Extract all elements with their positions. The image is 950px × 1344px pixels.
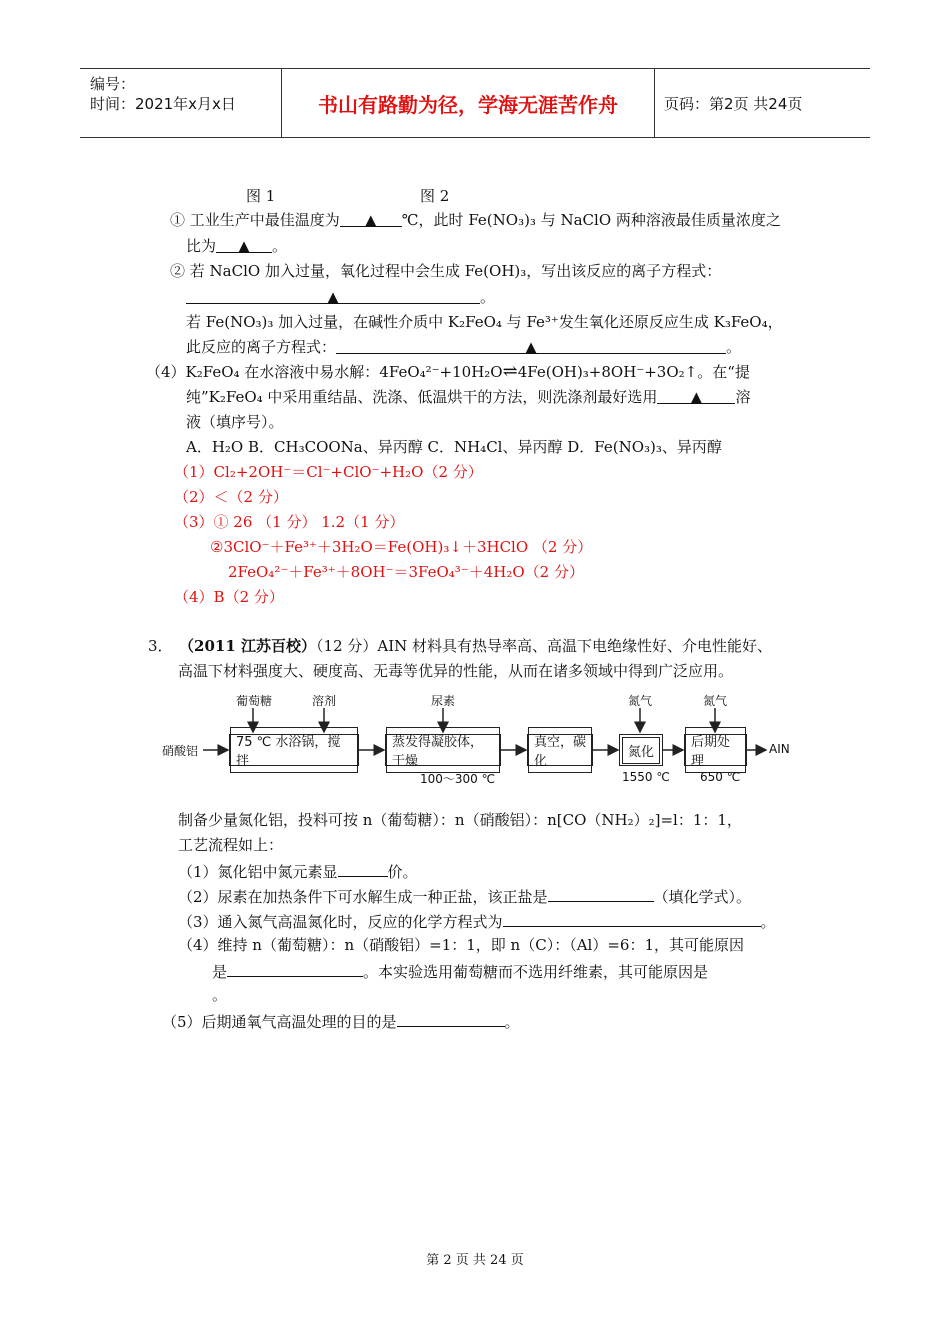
flow-step-5 [684, 734, 747, 769]
p3b-q4-line-1: （4）维持 n（葡萄糖）：n（硝酸铝）=1：1，即 n（C）：（Al）=6：1，其可能原因 [178, 936, 744, 954]
flow-step-4 [619, 734, 663, 766]
text: 此反应的离子方程式： [186, 338, 337, 356]
text: 比为 [186, 237, 217, 255]
flow-temp-4: 1550 ℃ [622, 770, 670, 784]
flow-input-glucose: 葡萄糖 [236, 694, 273, 708]
motto: 书山有路勤为径，学海无涯苦作舟 [282, 69, 655, 137]
text: （12 分）AIN 材料具有热导率高、高温下电绝缘性好、介电性能好、 [316, 637, 773, 655]
text: 溶 [735, 388, 751, 406]
step-label: 氮化 [622, 737, 660, 764]
q4-options: A．H₂O B．CH₃COONa、异丙醇 C．NH₄Cl、异丙醇 D．Fe(NO₃)₃、异丙醇 [186, 438, 722, 456]
p3b-q4-line-2 [212, 960, 708, 982]
answer-blank[interactable] [548, 885, 654, 902]
answer-3b: ②3ClO⁻＋Fe³⁺＋3H₂O＝Fe(OH)₃↓＋3HClO （2 分） [210, 538, 593, 556]
answer-3c: 2FeO₄²⁻＋Fe³⁺＋8OH⁻＝3FeO₄³⁻＋4H₂O（2 分） [228, 563, 584, 581]
blank-mark: ▲ [690, 388, 703, 406]
number-label: 编号： [90, 75, 136, 93]
page-info: 页码：第2页 共24页 [664, 95, 803, 113]
problem-source: （2011 江苏百校） [186, 637, 317, 655]
answer-blank[interactable] [397, 1010, 505, 1027]
flow-input-gas: 氮气 [703, 694, 728, 708]
flow-input-nitrogen: 氮气 [628, 694, 653, 708]
text: （4）K₂FeO₄ 在水溶液中易水解：4FeO₄²⁻+10H₂O [146, 363, 503, 381]
q4-line-3: 液（填序号）。 [186, 413, 284, 431]
problem-3-line-2: 高温下材料强度大、硬度高、无毒等优异的性能，从而在诸多领域中得到广泛应用。 [178, 662, 734, 680]
text: 价。 [387, 863, 418, 881]
flow-step-2 [385, 734, 501, 769]
flow-step-1 [229, 734, 359, 769]
text: （5）后期通氧气高温处理的目的是 [162, 1013, 397, 1031]
text: 纯”K₂FeO₄ 中采用重结晶、洗涤、低温烘干的方法，则洗涤剂最好选用 [186, 388, 658, 406]
answer-3: （3）① 26 （1 分） 1.2（1 分） [174, 513, 405, 531]
q3-line-3: ② 若 NaClO 加入过量，氧化过程中会生成 Fe(OH)₃，写出该反应的离子方程式： [170, 262, 722, 280]
p3b-q3 [178, 910, 776, 932]
time-label: 时间：2021年x月x日 [90, 95, 236, 113]
text: （2）尿素在加热条件下可水解生成一种正盐，该正盐是 [178, 888, 548, 906]
figure-1-label: 图 1 [246, 187, 276, 205]
problem-number: 3． [148, 637, 173, 655]
text: （3）通入氮气高温氮化时，反应的化学方程式为 [178, 913, 503, 931]
answer-blank[interactable] [503, 910, 761, 927]
text: 。 [504, 1013, 520, 1031]
p3b-q5 [162, 1010, 520, 1032]
text: 。 [272, 237, 288, 255]
step-label: 后期处理 [685, 727, 746, 773]
answer-blank[interactable] [227, 960, 363, 977]
text: 是 [212, 963, 228, 981]
q3-line-5: 若 Fe(NO₃)₃ 加入过量，在碱性介质中 K₂FeO₄ 与 Fe³⁺发生氧化还原反应生成 K₃FeO₄， [186, 313, 783, 331]
flow-temp-5: 650 ℃ [700, 770, 741, 784]
answer-blank[interactable] [338, 860, 388, 877]
answer-2: （2）＜（2 分） [174, 488, 288, 506]
page-footer: 第 2 页 共 24 页 [426, 1253, 524, 1268]
p3b-line-1: 制备少量氮化铝，投料可按 n（葡萄糖）：n（硝酸铝）：n[CO（NH₂）₂]=l：1：1， [178, 811, 742, 829]
p3b-q2 [178, 885, 751, 907]
p3b-line-2: 工艺流程如上： [178, 836, 284, 854]
flow-step-3 [527, 734, 593, 769]
flow-input-solvent: 溶剂 [312, 694, 337, 708]
figure-2-label: 图 2 [420, 187, 450, 205]
p3b-q4-line-3: 。 [212, 986, 228, 1004]
step-label: 75 ℃ 水浴锅，搅拌 [230, 727, 358, 773]
flow-end: AIN [769, 742, 790, 756]
text: （1）氮化铝中氮元素显 [178, 863, 338, 881]
step-label: 蒸发得凝胶体，干燥 [386, 727, 500, 773]
flow-start: 硝酸铝 [162, 744, 199, 758]
blank-mark: ▲ [327, 288, 339, 306]
text: ℃，此时 Fe(NO₃)₃ 与 NaClO 两种溶液最佳质量浓度之 [401, 211, 781, 229]
answer-1: （1）Cl₂+2OH⁻＝Cl⁻+ClO⁻+H₂O（2 分） [174, 463, 483, 481]
text: （填化学式）。 [653, 888, 752, 906]
blank-mark: ▲ [238, 237, 250, 255]
blank-mark: ▲ [525, 338, 537, 356]
text: 。 [760, 913, 776, 931]
answer-4: （4）B（2 分） [174, 588, 284, 606]
flow-temp-2: 100～300 ℃ [420, 772, 496, 786]
p3b-q1 [178, 860, 418, 882]
step-label: 真空，碳化 [528, 727, 592, 773]
text: 。 [480, 288, 496, 306]
text: ① 工业生产中最佳温度为 [170, 211, 340, 229]
flow-input-urea: 尿素 [431, 694, 456, 708]
text: 。本实验选用葡萄糖而不选用纤维素，其可能原因是 [363, 963, 709, 981]
text: 4Fe(OH)₃+8OH⁻+3O₂↑。在“提 [517, 363, 750, 381]
blank-mark: ▲ [365, 211, 377, 229]
equilibrium-arrow-icon: ⇌ [502, 361, 518, 382]
text: 。 [726, 338, 742, 356]
